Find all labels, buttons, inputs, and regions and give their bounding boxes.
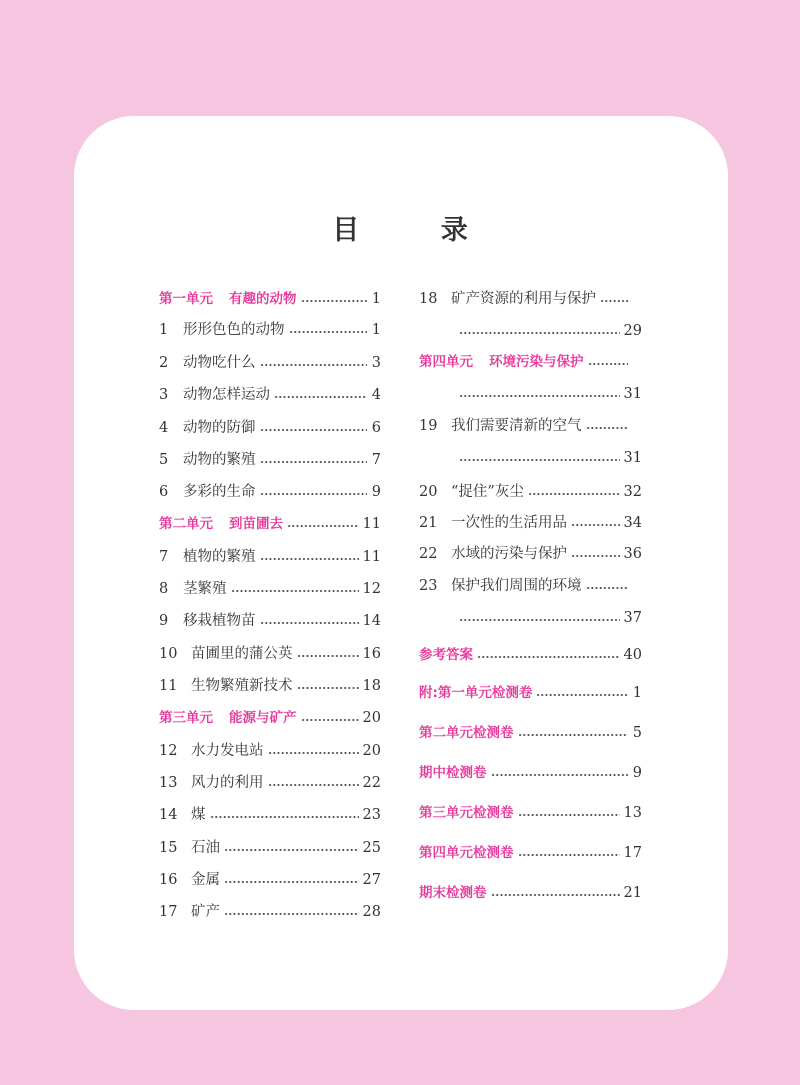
toc-entry[interactable] xyxy=(159,902,381,922)
dot-leader xyxy=(224,848,359,852)
toc-entry-number: 3 xyxy=(159,387,169,403)
toc-entry-title: 第三单元检测卷 xyxy=(419,805,514,821)
dot-leader xyxy=(586,426,629,430)
toc-page-number: 18 xyxy=(362,678,381,694)
dot-leader xyxy=(231,589,359,593)
toc-entry-number: 12 xyxy=(159,743,178,759)
toc-page-number: 11 xyxy=(362,549,381,565)
toc-entry[interactable] xyxy=(159,870,381,890)
toc-entry[interactable] xyxy=(159,611,381,631)
dot-leader xyxy=(586,586,629,590)
toc-page-number: 27 xyxy=(362,872,381,888)
toc-entry-title: 期末检测卷 xyxy=(419,885,487,901)
toc-entry[interactable] xyxy=(419,608,642,628)
toc-entry-number: 1 xyxy=(159,322,169,338)
dot-leader xyxy=(518,813,620,817)
toc-page-number: 22 xyxy=(362,775,381,791)
toc-entry-number: 6 xyxy=(159,484,169,500)
toc-page-number: 37 xyxy=(623,610,642,626)
dot-leader xyxy=(588,362,629,366)
toc-entry[interactable] xyxy=(419,448,642,468)
toc-entry-title: 石油 xyxy=(191,840,220,856)
toc-entry[interactable] xyxy=(159,385,381,405)
toc-entry-title: 环境污染与保护 xyxy=(489,354,584,370)
dot-leader xyxy=(491,893,620,897)
page-title: 目 录 xyxy=(332,215,504,246)
toc-entry-number: 16 xyxy=(159,872,178,888)
dot-leader xyxy=(224,912,359,916)
toc-unit-entry[interactable] xyxy=(159,708,381,728)
toc-page-number: 14 xyxy=(362,613,381,629)
dot-leader xyxy=(287,524,359,528)
toc-page-number: 7 xyxy=(371,452,381,468)
toc-entry-title: 第二单元检测卷 xyxy=(419,725,514,741)
toc-page-number: 20 xyxy=(362,710,381,726)
dot-leader xyxy=(536,693,628,697)
toc-page-number: 31 xyxy=(623,386,642,402)
toc-entry-number: 20 xyxy=(419,484,438,500)
toc-page-number: 40 xyxy=(623,647,642,663)
toc-entry-number: 17 xyxy=(159,904,178,920)
dot-leader xyxy=(600,299,628,303)
dot-leader xyxy=(268,783,359,787)
toc-entry-title: 水力发电站 xyxy=(191,743,264,759)
toc-entry-title: 附:第一单元检测卷 xyxy=(419,685,533,701)
toc-entry-title: 动物吃什么 xyxy=(183,355,256,371)
toc-page-number: 21 xyxy=(623,885,642,901)
toc-page-number: 1 xyxy=(371,291,381,307)
toc-entry-number: 第一单元 xyxy=(159,291,213,307)
toc-entry-number: 13 xyxy=(159,775,178,791)
toc-page-number: 29 xyxy=(623,323,642,339)
toc-entry-title: 能源与矿产 xyxy=(229,710,297,726)
dot-leader xyxy=(274,395,367,399)
toc-entry-number: 14 xyxy=(159,807,178,823)
dot-leader xyxy=(260,460,368,464)
dot-leader xyxy=(297,686,359,690)
toc-unit-entry[interactable] xyxy=(419,352,642,372)
toc-entry-title: 生物繁殖新技术 xyxy=(191,678,293,694)
toc-page-number: 31 xyxy=(623,450,642,466)
dot-leader xyxy=(301,299,368,303)
toc-entry-title: 有趣的动物 xyxy=(229,291,297,307)
toc-entry-number: 8 xyxy=(159,581,169,597)
toc-entry-number: 5 xyxy=(159,452,169,468)
toc-entry-title: 动物怎样运动 xyxy=(183,387,270,403)
dot-leader xyxy=(477,655,620,659)
dot-leader xyxy=(528,492,620,496)
dot-leader xyxy=(260,428,368,432)
toc-entry-title: 第四单元检测卷 xyxy=(419,845,514,861)
toc-entry-number: 2 xyxy=(159,355,169,371)
dot-leader xyxy=(260,363,368,367)
toc-entry-title: 苗圃里的蒲公英 xyxy=(191,646,293,662)
toc-entry-title: “捉住”灰尘 xyxy=(451,484,524,500)
toc-page-number: 1 xyxy=(632,685,642,701)
toc-entry-title: 形形色色的动物 xyxy=(183,322,285,338)
toc-entry[interactable] xyxy=(419,482,642,502)
toc-entry-title: 到苗圃去 xyxy=(229,516,283,532)
toc-entry[interactable] xyxy=(159,741,381,761)
toc-unit-entry[interactable] xyxy=(159,514,381,534)
toc-entry[interactable] xyxy=(159,676,381,696)
toc-entry-title: 期中检测卷 xyxy=(419,765,487,781)
toc-entry-number: 19 xyxy=(419,418,438,434)
toc-entry[interactable] xyxy=(419,883,642,903)
toc-entry[interactable] xyxy=(419,763,642,783)
toc-entry-title: 水域的污染与保护 xyxy=(451,546,567,562)
toc-entry[interactable] xyxy=(159,450,381,470)
dot-leader xyxy=(260,492,368,496)
toc-page-number: 36 xyxy=(623,546,642,562)
toc-entry-number: 22 xyxy=(419,546,438,562)
dot-leader xyxy=(459,331,620,335)
toc-entry-number: 第四单元 xyxy=(419,354,473,370)
toc-entry[interactable] xyxy=(419,683,642,703)
dot-leader xyxy=(289,330,368,334)
toc-entry[interactable] xyxy=(159,547,381,567)
toc-page-number: 28 xyxy=(362,904,381,920)
toc-entry[interactable] xyxy=(419,645,642,665)
toc-entry-number: 23 xyxy=(419,578,438,594)
toc-entry-number: 15 xyxy=(159,840,178,856)
dot-leader xyxy=(571,554,620,558)
toc-page-number: 32 xyxy=(623,484,642,500)
toc-entry-number: 第三单元 xyxy=(159,710,213,726)
toc-entry-number: 7 xyxy=(159,549,169,565)
toc-entry[interactable] xyxy=(159,644,381,664)
toc-page-number: 6 xyxy=(371,420,381,436)
toc-entry-title: 动物的繁殖 xyxy=(183,452,256,468)
toc-entry-number: 10 xyxy=(159,646,178,662)
toc-entry[interactable] xyxy=(159,838,381,858)
toc-entry[interactable] xyxy=(159,418,381,438)
dot-leader xyxy=(260,557,359,561)
toc-entry-title: 多彩的生命 xyxy=(183,484,256,500)
dot-leader xyxy=(260,621,359,625)
dot-leader xyxy=(459,458,620,462)
toc-entry-number: 9 xyxy=(159,613,169,629)
dot-leader xyxy=(210,815,359,819)
toc-page-number: 1 xyxy=(371,322,381,338)
toc-entry[interactable] xyxy=(419,723,642,743)
toc-entry-title: 茎繁殖 xyxy=(183,581,227,597)
toc-entry-title: 参考答案 xyxy=(419,647,473,663)
toc-entry-title: 金属 xyxy=(191,872,220,888)
toc-entry[interactable] xyxy=(419,513,642,533)
toc-entry[interactable] xyxy=(419,289,642,309)
toc-page-number: 17 xyxy=(623,845,642,861)
toc-entry[interactable] xyxy=(159,773,381,793)
toc-page-number: 3 xyxy=(371,355,381,371)
toc-entry[interactable] xyxy=(419,321,642,341)
toc-page-number: 4 xyxy=(371,387,381,403)
dot-leader xyxy=(297,654,359,658)
toc-entry-number: 4 xyxy=(159,420,169,436)
toc-entry[interactable] xyxy=(419,544,642,564)
toc-entry[interactable] xyxy=(159,805,381,825)
dot-leader xyxy=(518,853,620,857)
dot-leader xyxy=(268,751,359,755)
toc-entry-number: 21 xyxy=(419,515,438,531)
dot-leader xyxy=(518,733,629,737)
toc-entry[interactable] xyxy=(419,843,642,863)
dot-leader xyxy=(491,773,629,777)
toc-entry[interactable] xyxy=(159,579,381,599)
toc-page-number: 13 xyxy=(623,805,642,821)
toc-entry[interactable] xyxy=(159,353,381,373)
toc-page-number: 16 xyxy=(362,646,381,662)
toc-entry[interactable] xyxy=(419,803,642,823)
toc-entry[interactable] xyxy=(159,482,381,502)
dot-leader xyxy=(224,880,359,884)
toc-page-number: 34 xyxy=(623,515,642,531)
toc-page-number: 9 xyxy=(371,484,381,500)
toc-page-number: 5 xyxy=(632,725,642,741)
toc-unit-entry[interactable] xyxy=(159,289,381,309)
toc-entry[interactable] xyxy=(419,416,642,436)
toc-entry-title: 矿产资源的利用与保护 xyxy=(451,291,596,307)
toc-entry-title: 动物的防御 xyxy=(183,420,256,436)
toc-page-number: 23 xyxy=(362,807,381,823)
toc-entry-title: 风力的利用 xyxy=(191,775,264,791)
toc-entry[interactable] xyxy=(419,384,642,404)
dot-leader xyxy=(571,523,620,527)
toc-entry-title: 我们需要清新的空气 xyxy=(451,418,582,434)
toc-entry-title: 移栽植物苗 xyxy=(183,613,256,629)
toc-page-number: 12 xyxy=(362,581,381,597)
dot-leader xyxy=(459,618,620,622)
toc-entry-title: 保护我们周围的环境 xyxy=(451,578,582,594)
toc-entry-title: 一次性的生活用品 xyxy=(451,515,567,531)
toc-entry-title: 煤 xyxy=(191,807,206,823)
toc-page-number: 20 xyxy=(362,743,381,759)
toc-page-number: 25 xyxy=(362,840,381,856)
dot-leader xyxy=(459,394,620,398)
toc-entry-number: 11 xyxy=(159,678,178,694)
toc-page-number: 11 xyxy=(362,516,381,532)
toc-page-number: 9 xyxy=(632,765,642,781)
toc-entry-number: 第二单元 xyxy=(159,516,213,532)
dot-leader xyxy=(301,718,359,722)
toc-entry[interactable] xyxy=(419,576,642,596)
toc-entry-title: 矿产 xyxy=(191,904,220,920)
toc-entry-title: 植物的繁殖 xyxy=(183,549,256,565)
toc-entry-number: 18 xyxy=(419,291,438,307)
toc-entry[interactable] xyxy=(159,320,381,340)
